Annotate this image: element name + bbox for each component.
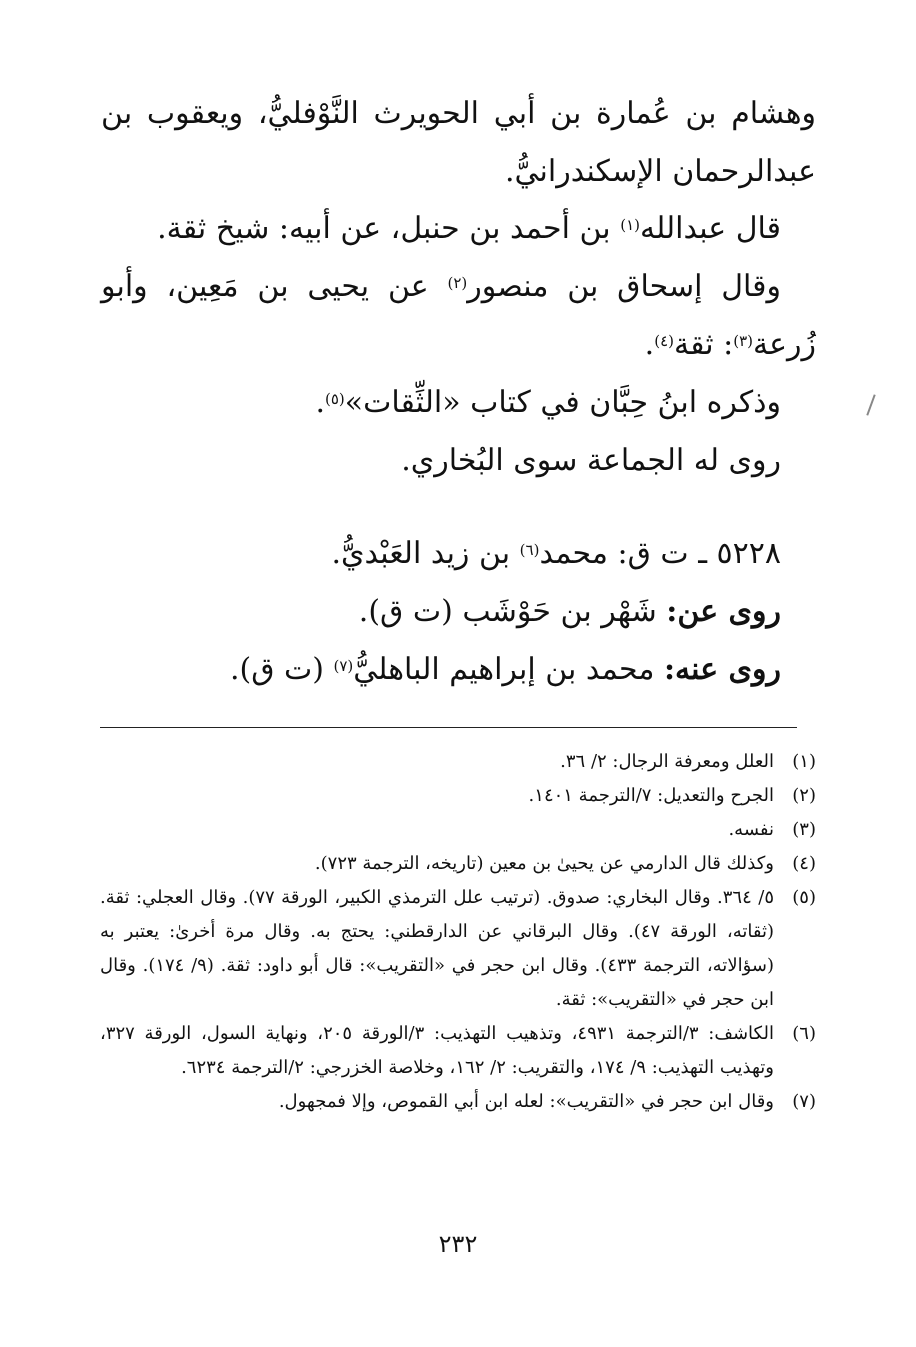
entry-block — [101, 525, 816, 699]
footnote-item: (٧) وقال ابن حجر في «التقريب»: لعله ابن أبي القموص، وإلا فمجهول. — [278, 1091, 816, 1112]
quote-line: وقال إسحاق بن منصور$^{(٢)}$ عن يحيى بن مَعِين، وأبو — [101, 269, 781, 304]
footnotes — [100, 745, 816, 1119]
quote-line: قال عبدالله$^{(١)}$ بن أحمد بن حنبل، عن أبيه: شيخ ثقة. — [157, 211, 781, 246]
quote-line: زُرعة$^{(٣)}$: ثقة$^{(٤)}$. — [644, 327, 816, 362]
entry-heading: ٥٢٢٨ ـ ت ق: محمد$^{(٦)}$ بن زيد العَبْديُّ. — [331, 536, 781, 571]
footnote-item: (٥) ٥/ ٣٦٤. وقال البخاري: صدوق. (ترتيب علل الترمذي الكبير، الورقة ٧٧). وقال العجلي: ثقة. (ثقاته، الورقة ٤٧). وقال البرقاني عن الدارقطني: يحتج به. وقال مرة أخرىٰ: يعتبر به (سؤالاته، الترجمة ٤٣٣). وقال ابن حجر في «التقريب»: قال أبو داود: ثقة. (٩/ ١٧٤). وقال ابن حجر في «التقريب»: ثقة. — [100, 887, 816, 1010]
footnote-item: (١) العلل ومعرفة الرجال: ٢/ ٣٦. — [560, 751, 816, 772]
footnote-item: (٦) الكاشف: ٣/الترجمة ٤٩٣١، وتذهيب التهذيب: ٣/الورقة ٢٠٥، ونهاية السول، الورقة ٣٢٧، وتهذيب التهذيب: ٩/ ١٧٤، والتقريب: ٢/ ١٦٢، وخلاصة الخزرجي: ٢/الترجمة ٦٢٣٤. — [100, 1023, 816, 1078]
paragraph-line: وهشام بن عُمارة بن أبي الحويرث النَّوْفليُّ، ويعقوب بن — [101, 96, 816, 131]
footnote-ref: (٣) — [733, 332, 754, 350]
narrated-by: روى عنه: محمد بن إبراهيم الباهليُّ$^{(٧)}$ (ت ق). — [229, 652, 781, 687]
footnote-ref: (٧) — [333, 657, 354, 675]
main-text — [101, 85, 816, 201]
footnote-separator — [100, 727, 797, 728]
quote-line: روى له الجماعة سوى البُخاري. — [401, 443, 781, 478]
narrated-from: روى عن: شَهْر بن حَوْشَب (ت ق). — [358, 594, 781, 629]
paragraph-line: عبدالرحمان الإسكندرانيُّ. — [505, 154, 816, 189]
footnote-ref: (٦) — [519, 541, 540, 559]
margin-pen-mark — [866, 394, 875, 415]
footnote-ref: (٤) — [654, 332, 674, 350]
page-number: ٢٣٢ — [438, 1230, 478, 1258]
quotes-block — [101, 200, 816, 490]
footnote-ref: (٢) — [447, 274, 468, 292]
footnote-item: (٢) الجرح والتعديل: ٧/الترجمة ١٤٠١. — [528, 785, 816, 806]
footnote-item: (٣) نفسه. — [728, 819, 816, 840]
footnote-ref: (١) — [620, 216, 640, 234]
footnote-ref: (٥) — [324, 390, 345, 408]
footnote-item: (٤) وكذلك قال الدارمي عن يحيىٰ بن معين (تاريخه، الترجمة ٧٢٣). — [314, 853, 816, 874]
quote-line: وذكره ابنُ حِبَّان في كتاب «الثِّقات»$^{(٥)}$. — [315, 385, 781, 420]
